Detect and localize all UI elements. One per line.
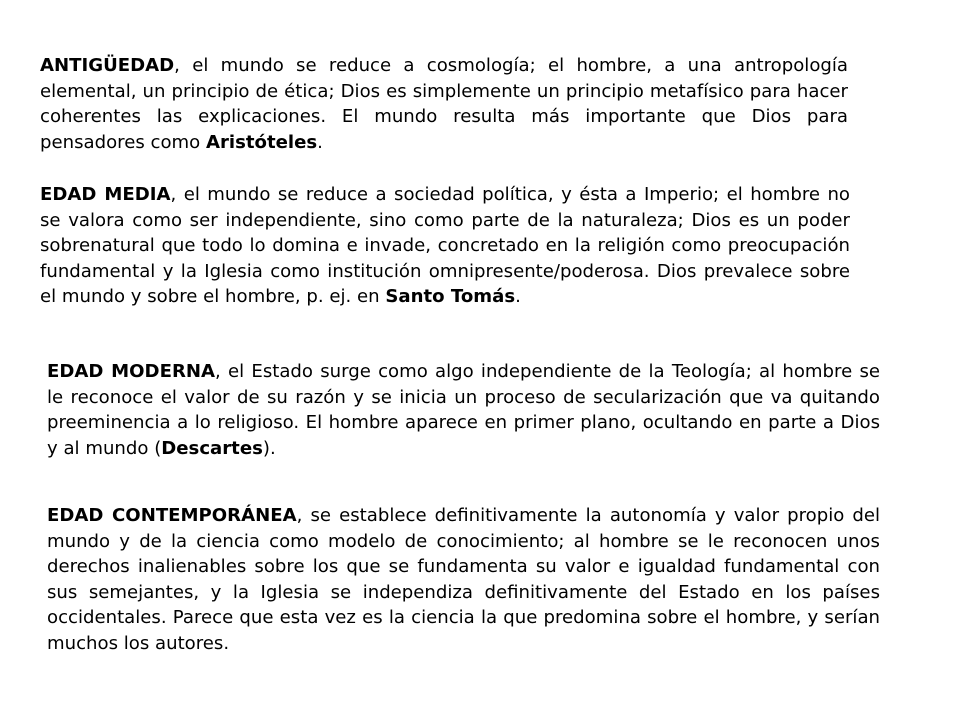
era-heading-edad-moderna: EDAD MODERNA	[47, 361, 216, 382]
era-heading-antiguedad: ANTIGÜEDAD	[40, 55, 175, 76]
paragraph-end-edad-moderna: ).	[262, 437, 276, 459]
paragraph-body-edad-moderna: , el Estado surge como algo independiente de la Teología; al hombre se le reconoce el valor de su razón y se inicia un proceso de secularización que va quitando preeminencia a lo religioso. El hombre aparece en primer plano, ocultando en parte a Dios y al mundo (	[47, 361, 881, 459]
paragraph-body-antiguedad: , el mundo se reduce a cosmología; el hombre, a una antropología elemental, un principio de ética; Dios es simplemente un principio metafísico para hacer coherentes las explicaciones. El mundo resulta más importante que Dios para pensadores como	[40, 55, 848, 153]
era-heading-edad-contemporanea: EDAD CONTEMPORÁNEA	[47, 505, 297, 526]
paragraph-end-antiguedad: .	[317, 131, 323, 153]
era-heading-edad-media: EDAD MEDIA	[40, 184, 171, 205]
paragraph-end-edad-media: .	[515, 286, 521, 307]
paragraph-edad-moderna	[47, 359, 880, 461]
author-descartes: Descartes	[161, 437, 263, 459]
paragraph-antiguedad	[40, 53, 848, 155]
paragraph-edad-media	[40, 182, 850, 310]
paragraph-edad-contemporanea	[47, 503, 880, 656]
author-aristoteles: Aristóteles	[205, 131, 318, 153]
paragraph-body-edad-media: , el mundo se reduce a sociedad política, y ésta a Imperio; el hombre no se valora como ser independiente, sino como parte de la naturaleza; Dios es un poder sobrenatural que todo lo domina e invade, concretado en la religión como preocupación fundamental y la Iglesia como institución omnipresente/poderosa. Dios prevalece sobre el mundo y sobre el hombre, p. ej. en	[40, 184, 850, 307]
author-santo-tomas: Santo Tomás	[385, 286, 516, 307]
paragraph-body-edad-contemporanea: , se establece definitivamente la autonomía y valor propio del mundo y de la ciencia como modelo de conocimiento; al hombre se le reconocen unos derechos inalienables sobre los que se fundamenta su valor e igualdad fundamental con sus semejantes, y la Iglesia se independiza definitivamente del Estado en los países occidentales. Parece que esta vez es la ciencia la que predomina sobre el hombre, y serían muchos los autores.	[47, 505, 881, 654]
